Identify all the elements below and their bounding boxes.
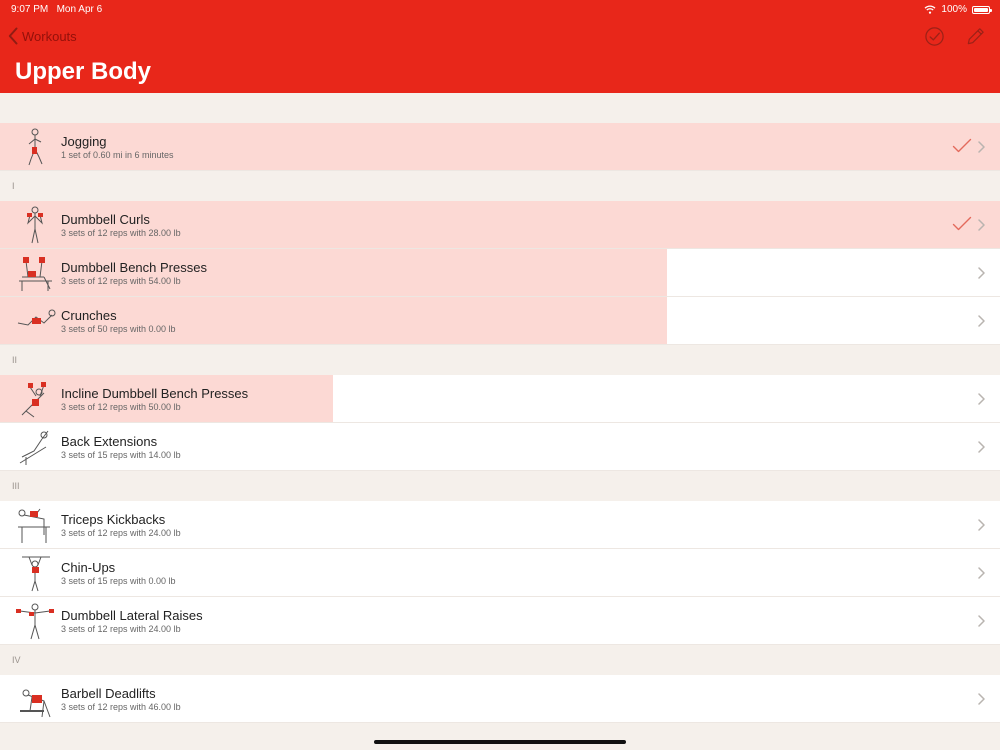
exercise-row[interactable] (0, 297, 1000, 345)
exercise-title: Barbell Deadlifts (61, 686, 156, 701)
home-indicator[interactable] (374, 740, 626, 744)
chevron-right-icon (978, 519, 985, 531)
exercise-list (0, 93, 1000, 723)
checkmark-icon (952, 138, 972, 154)
exercise-row[interactable] (0, 375, 1000, 423)
exercise-subtitle: 3 sets of 12 reps with 24.00 lb (61, 624, 181, 634)
chevron-left-icon (8, 27, 18, 45)
exercise-title: Dumbbell Lateral Raises (61, 608, 203, 623)
nav-actions (924, 26, 986, 47)
exercise-row[interactable] (0, 675, 1000, 723)
exercise-row[interactable] (0, 249, 1000, 297)
exercise-title: Chin-Ups (61, 560, 116, 575)
exercise-subtitle: 3 sets of 12 reps with 46.00 lb (61, 702, 181, 712)
page-title: Upper Body (15, 58, 152, 85)
row-text (61, 608, 203, 634)
exercise-thumbnail (14, 679, 56, 719)
exercise-title: Triceps Kickbacks (61, 512, 166, 527)
back-button[interactable] (8, 26, 77, 46)
battery-percent: 100% (941, 4, 967, 15)
exercise-subtitle: 3 sets of 50 reps with 0.00 lb (61, 324, 176, 334)
row-text (61, 260, 207, 286)
exercise-thumbnail (14, 301, 56, 341)
exercise-subtitle: 3 sets of 12 reps with 54.00 lb (61, 276, 181, 286)
exercise-subtitle: 3 sets of 12 reps with 24.00 lb (61, 528, 181, 538)
battery-icon (972, 6, 990, 14)
exercise-thumbnail (14, 553, 56, 593)
chevron-right-icon (978, 219, 985, 231)
exercise-thumbnail (14, 601, 56, 641)
exercise-row[interactable] (0, 423, 1000, 471)
status-bar (0, 0, 1000, 18)
row-text (61, 134, 174, 160)
exercise-row[interactable] (0, 201, 1000, 249)
exercise-row[interactable] (0, 501, 1000, 549)
checkmark-circle-icon[interactable] (924, 26, 945, 47)
navigation-header (0, 0, 1000, 93)
exercise-subtitle: 3 sets of 12 reps with 50.00 lb (61, 402, 181, 412)
exercise-thumbnail (14, 505, 56, 545)
exercise-thumbnail (14, 205, 56, 245)
exercise-thumbnail (14, 127, 56, 167)
exercise-thumbnail (14, 253, 56, 293)
chevron-right-icon (978, 267, 985, 279)
exercise-title: Crunches (61, 308, 117, 323)
exercise-row[interactable] (0, 597, 1000, 645)
chevron-right-icon (978, 567, 985, 579)
exercise-subtitle: 3 sets of 15 reps with 14.00 lb (61, 450, 181, 460)
exercise-title: Jogging (61, 134, 107, 149)
section-header (0, 471, 1000, 501)
wifi-icon (924, 5, 936, 14)
chevron-right-icon (978, 615, 985, 627)
chevron-right-icon (978, 441, 985, 453)
status-right (924, 4, 990, 15)
chevron-right-icon (978, 393, 985, 405)
battery-fill (974, 8, 988, 12)
section-header (0, 171, 1000, 201)
exercise-row[interactable] (0, 123, 1000, 171)
exercise-thumbnail (14, 379, 56, 419)
row-text (61, 686, 181, 712)
exercise-subtitle: 3 sets of 15 reps with 0.00 lb (61, 576, 176, 586)
section-header (0, 345, 1000, 375)
section-header (0, 93, 1000, 123)
section-header-label: IV (12, 655, 21, 665)
pencil-icon[interactable] (965, 26, 986, 47)
row-text (61, 386, 248, 412)
exercise-subtitle: 3 sets of 12 reps with 28.00 lb (61, 228, 181, 238)
row-text (61, 560, 176, 586)
row-text (61, 434, 181, 460)
exercise-title: Incline Dumbbell Bench Presses (61, 386, 249, 401)
exercise-title: Back Extensions (61, 434, 158, 449)
row-text (61, 308, 176, 334)
exercise-title: Dumbbell Curls (61, 212, 150, 227)
status-time: 9:07 PM Mon Apr 6 (11, 4, 103, 15)
section-header-label: III (12, 481, 20, 491)
row-text (61, 212, 181, 238)
section-header-label: II (12, 355, 18, 365)
exercise-title: Dumbbell Bench Presses (61, 260, 207, 275)
section-header (0, 645, 1000, 675)
chevron-right-icon (978, 141, 985, 153)
exercise-row[interactable] (0, 549, 1000, 597)
chevron-right-icon (978, 693, 985, 705)
section-header-label: I (12, 181, 15, 191)
back-button-label: Workouts (22, 28, 77, 44)
exercise-subtitle: 1 set of 0.60 mi in 6 minutes (61, 150, 174, 160)
chevron-right-icon (978, 315, 985, 327)
row-text (61, 512, 181, 538)
exercise-thumbnail (14, 427, 56, 467)
checkmark-icon (952, 216, 972, 232)
